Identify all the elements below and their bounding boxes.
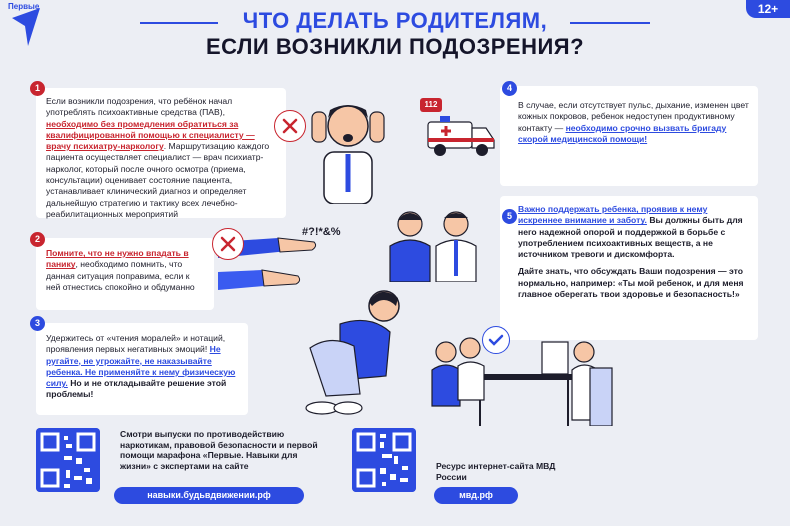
ambulance-icon bbox=[422, 112, 496, 162]
tip-number-3: 3 bbox=[30, 316, 45, 331]
footer-left-text: Смотри выпуски по противодействию наркотикам, правовой безопасности и первой помощи марафона «Первые. Навыки для жизни» с экспертами на сайте bbox=[120, 429, 318, 471]
sad-teen-illustration bbox=[300, 284, 410, 416]
check-icon bbox=[482, 326, 510, 354]
tip-3-highlight: Не ругайте, не угрожайте, не наказывайте ребенка. Не применяйте к нему физическую силу. bbox=[46, 344, 236, 389]
cross-icon bbox=[212, 228, 244, 260]
tip-number-1: 1 bbox=[30, 81, 45, 96]
swear-symbols-bubble: #?!*&% bbox=[302, 226, 341, 238]
worried-man-illustration bbox=[292, 82, 398, 204]
tip-5-body: Вы должны быть для него надежной опорой и поддержкой в борьбе с употреблением психоактивных веществ, а не источником тревоги и дискомфорта. bbox=[518, 215, 743, 260]
tip-1-body: . Маршрутизацию каждого пациента осуществляет специалист — врач психиатр-нарколог, который после очного осмотра (приема, консультации) оценивает состояние пациента, устанавливает клинический диагноз и определяет дальнейшую стратегию и тактику всех лечебно-реабилитационных мероприятий bbox=[46, 141, 270, 219]
tip-text-5 bbox=[518, 204, 750, 300]
tip-text-1 bbox=[46, 96, 278, 220]
tip-4-highlight: необходимо срочно вызвать бригаду скорой медицинской помощи! bbox=[518, 122, 727, 144]
tip-3-outro: Но и не откладывайте решение этой проблемы! bbox=[46, 378, 227, 400]
tip-1-intro: Если возникли подозрения, что ребёнок начал употреблять психоактивные средства (ПАВ), bbox=[46, 96, 233, 118]
tip-5-highlight: Важно поддержать ребенка, проявив к нему искреннее внимание и заботу. bbox=[518, 204, 708, 226]
tip-3-intro: Удержитесь от «чтения моралей» и нотаций, проявления первых негативных эмоций! bbox=[46, 333, 226, 355]
tip-2-highlight: Помните, что не нужно впадать в панику bbox=[46, 248, 189, 270]
tip-text-4 bbox=[518, 100, 750, 145]
doctor-consultation-illustration bbox=[424, 330, 614, 426]
tip-number-4: 4 bbox=[502, 81, 517, 96]
tip-text-2 bbox=[46, 248, 206, 293]
emergency-number-badge: 112 bbox=[420, 98, 442, 112]
tip-5-quote: Дайте знать, что обсуждать Ваши подозрения — это нормально, например: «Ты мой ребенок, и для меня главное оберегать твои здоровье и безопасность!» bbox=[518, 266, 744, 300]
qr-code-icon bbox=[352, 428, 416, 492]
qr-code-icon bbox=[36, 428, 100, 492]
footer-right-link[interactable]: мвд.рф bbox=[434, 487, 518, 504]
title-line-1: ЧТО ДЕЛАТЬ РОДИТЕЛЯМ, bbox=[242, 8, 548, 33]
footer-right-text: Ресурс интернет-сайта МВД России bbox=[436, 461, 556, 482]
tip-text-3 bbox=[46, 333, 242, 401]
title-line-2: ЕСЛИ ВОЗНИКЛИ ПОДОЗРЕНИЯ? bbox=[205, 34, 585, 59]
qr-code-right[interactable] bbox=[352, 428, 416, 497]
tip-number-2: 2 bbox=[30, 232, 45, 247]
age-rating-badge: 12+ bbox=[746, 0, 790, 18]
tip-2-body: , необходимо помнить, что данная ситуация поправима, если к ней отнестись спокойно и обдуманно bbox=[46, 259, 195, 292]
page-title bbox=[150, 8, 640, 60]
tip-4-body: В случае, если отсутствует пульс, дыхание, изменен цвет кожных покровов, ребенок недоступен продуктивному контакту — bbox=[518, 100, 749, 133]
tip-number-5: 5 bbox=[502, 209, 517, 224]
cross-icon bbox=[274, 110, 306, 142]
footer-left-link[interactable]: навыки.будьвдвижении.рф bbox=[114, 487, 304, 504]
father-son-illustration bbox=[378, 206, 488, 282]
qr-code-left[interactable] bbox=[36, 428, 100, 497]
tip-1-highlight: необходимо без промедления обратиться за квалифицированной помощью к специалисту — врачу психиатру-наркологу bbox=[46, 118, 255, 152]
logo-text: Первые bbox=[8, 2, 40, 11]
